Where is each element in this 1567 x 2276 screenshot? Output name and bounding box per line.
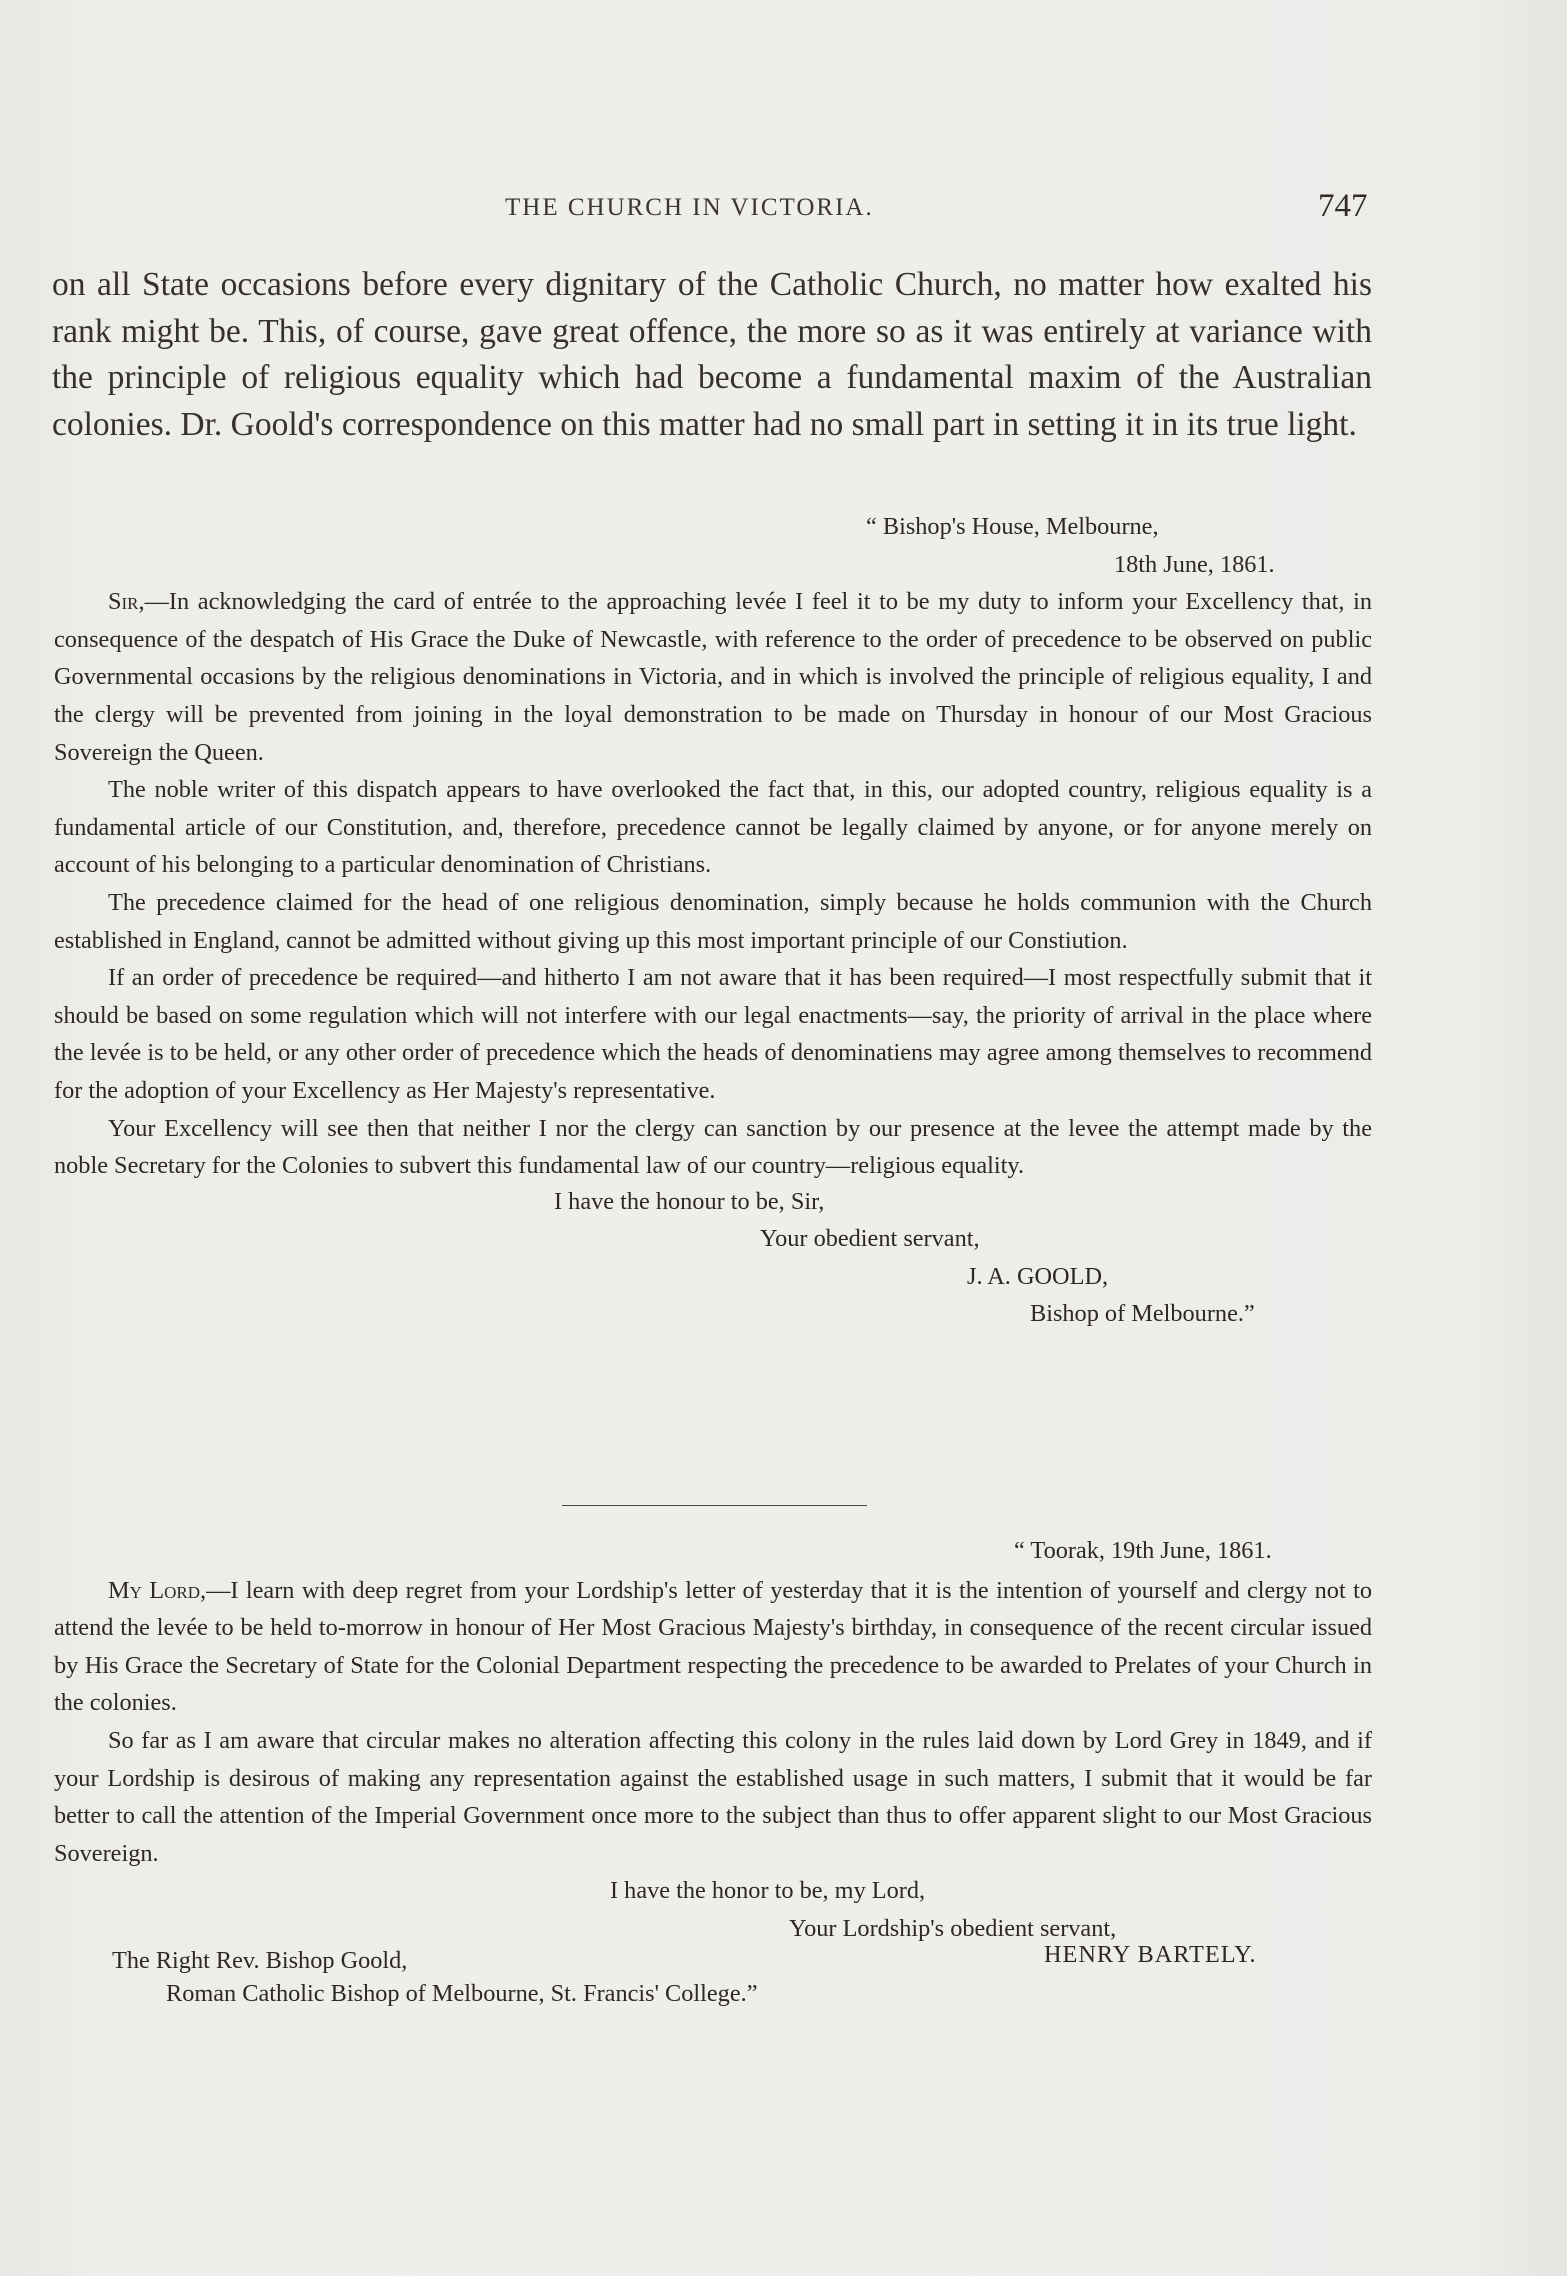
letter1-signature: J. A. GOOLD, [967,1262,1109,1290]
letter-henry-bartely [54,1532,1372,2013]
letter1-paragraph-4: If an order of precedence be required—and hitherto I am not aware that it has been required—I most respectfully submit that it should be based on some regulation which will not interfere with our legal enactments—say, the priority of arrival in the place where the levée is to be held, or any other order of precedence which the heads of denominatiens may agree among themselves to recommend for the adoption of your Excellency as Her Majesty's representative. [54,964,1372,1104]
letter1-paragraph-3: The precedence claimed for the head of one religious denomination, simply because he holds communion with the Church established in England, cannot be admitted without giving up this most important principle of our Constiution. [54,888,1372,954]
letter2-closing-2: Your Lordship's obedient servant, [789,1914,1117,1942]
letter1-signature-title: Bishop of Melbourne.” [1030,1300,1255,1328]
letter2-closing-1: I have the honor to be, my Lord, [610,1877,926,1905]
page-number: 747 [1318,188,1368,224]
section-divider [562,1505,867,1506]
letter2-recipient-line-2: Roman Catholic Bishop of Melbourne, St. Francis' College.” [166,1980,758,2008]
letter1-closing-2: Your obedient servant, [760,1225,980,1253]
letter2-salutation: My Lord, [108,1576,207,1604]
letter1-paragraph-1 [54,583,1372,771]
letter1-paragraph-5: Your Excellency will see then that neither I nor the clergy can sanction by our presence at the levee the attempt made by the noble Secretary for the Colonies to subvert this fundamental law of our country—religious equality. [54,1114,1372,1180]
letter2-signature: HENRY BARTELY. [1044,1940,1257,1968]
letter2-paragraph-1-text: —I learn with deep regret from your Lordship's letter of yesterday that it is the intention of yourself and clergy not to attend the levée to be held to-morrow in honour of Her Most Gracious Majesty's birthday, in consequence of the recent circular issued by His Grace the Secretary of State for the Colonial Department respecting the precedence to be awarded to Prelates of your Church in the colonies. [54,1576,1372,1717]
letter-bishop-goold [54,508,1372,1333]
letter2-recipient-line-1: The Right Rev. Bishop Goold, [112,1946,408,1974]
running-title: THE CHURCH IN VICTORIA. [505,194,874,221]
letter1-paragraph-2: The noble writer of this dispatch appears to have overlooked the fact that, in this, our adopted country, religious equality is a fundamental article of our Constitution, and, therefore, precedence cannot be legally claimed by anyone, or for anyone merely on account of his belonging to a particular denomination of Christians. [54,776,1372,879]
running-header [0,190,1567,230]
letter2-signature-row [54,1942,1372,1980]
letter1-closing-1: I have the honour to be, Sir, [554,1187,825,1215]
letter1-salutation: Sir, [108,588,145,616]
letter2-paragraph-1 [54,1572,1372,1722]
intro-paragraph: on all State occasions before every dignitary of the Catholic Church, no matter how exalted his rank might be. This, of course, gave great offence, the more so as it was entirely at variance with the principle of religious equality which had become a fundamental maxim of the Australian colonies. Dr. Goold's correspondence on this matter had no small part in setting it in its true light. [52,266,1372,443]
letter1-paragraph-1-text: —In acknowledging the card of entrée to the approaching levée I feel it to be my duty to inform your Excellency that, in consequence of the despatch of His Grace the Duke of Newcastle, with reference to the order of precedence to be observed on public Governmental occasions by the religious denominations in Victoria, and in which is involved the principle of religious equality, I and the clergy will be prevented from joining in the loyal demonstration to be made on Thursday in honour of our Most Gracious Sovereign the Queen. [54,588,1372,766]
letter1-date: 18th June, 1861. [1114,550,1275,578]
letter1-address: “ Bishop's House, Melbourne, [866,513,1159,540]
letter2-paragraph-2: So far as I am aware that circular makes no alteration affecting this colony in the rules laid down by Lord Grey in 1849, and if your Lordship is desirous of making any representation against the established usage in such matters, I submit that it would be far better to call the attention of the Imperial Government once more to the subject than thus to offer apparent slight to our Most Gracious Sovereign. [54,1726,1372,1867]
letter2-address: “ Toorak, 19th June, 1861. [1014,1537,1272,1564]
